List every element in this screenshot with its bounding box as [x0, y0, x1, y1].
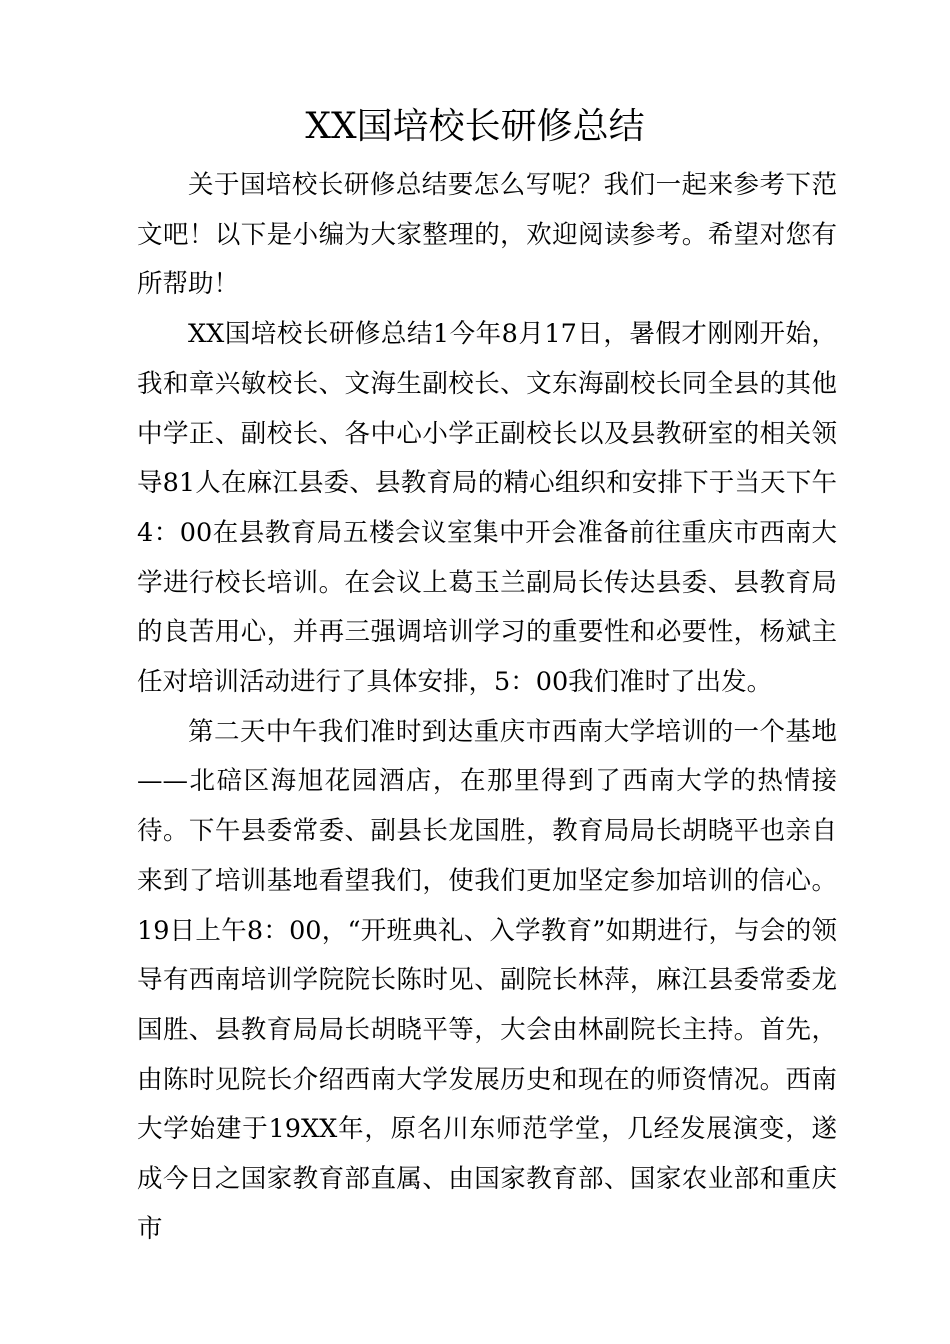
body-paragraph-2: 第二天中午我们准时到达重庆市西南大学培训的一个基地——北碚区海旭花园酒店，在那里得到了西南大学的热情接待。下午县委常委、副县长龙国胜，教育局局长胡晓平也亲自来到了培训基地看望我们，使我们更加坚定参加培训的信心。19日上午8：00，“开班典礼、入学教育”如期进行，与会的领导有西南培训学院院长陈时见、副院长林萍，麻江县委常委龙国胜、县教育局局长胡晓平等，大会由林副院长主持。首先，由陈时见院长介绍西南大学发展历史和现在的师资情况。西南大学始建于19XX年，原名川东师范学堂，几经发展演变，遂成今日之国家教育部直属、由国家教育部、国家农业部和重庆市 [137, 716, 837, 1244]
document-body [137, 161, 837, 1254]
body-paragraph-1: XX国培校长研修总结1今年8月17日，暑假才刚刚开始，我和章兴敏校长、文海生副校长、文东海副校长同全县的其他中学正、副校长、各中心小学正副校长以及县教研室的相关领导81人在麻江县委、县教育局的精心组织和安排下于当天下午4：00在县教育局五楼会议室集中开会准备前往重庆市西南大学进行校长培训。在会议上葛玉兰副局长传达县委、县教育局的良苦用心，并再三强调培训学习的重要性和必要性，杨斌主任对培训活动进行了具体安排，5：00我们准时了出发。 [137, 319, 837, 698]
intro-paragraph: 关于国培校长研修总结要怎么写呢？我们一起来参考下范文吧！以下是小编为大家整理的，欢迎阅读参考。希望对您有所帮助！ [137, 170, 837, 300]
document-title: XX国培校长研修总结 [305, 106, 645, 147]
